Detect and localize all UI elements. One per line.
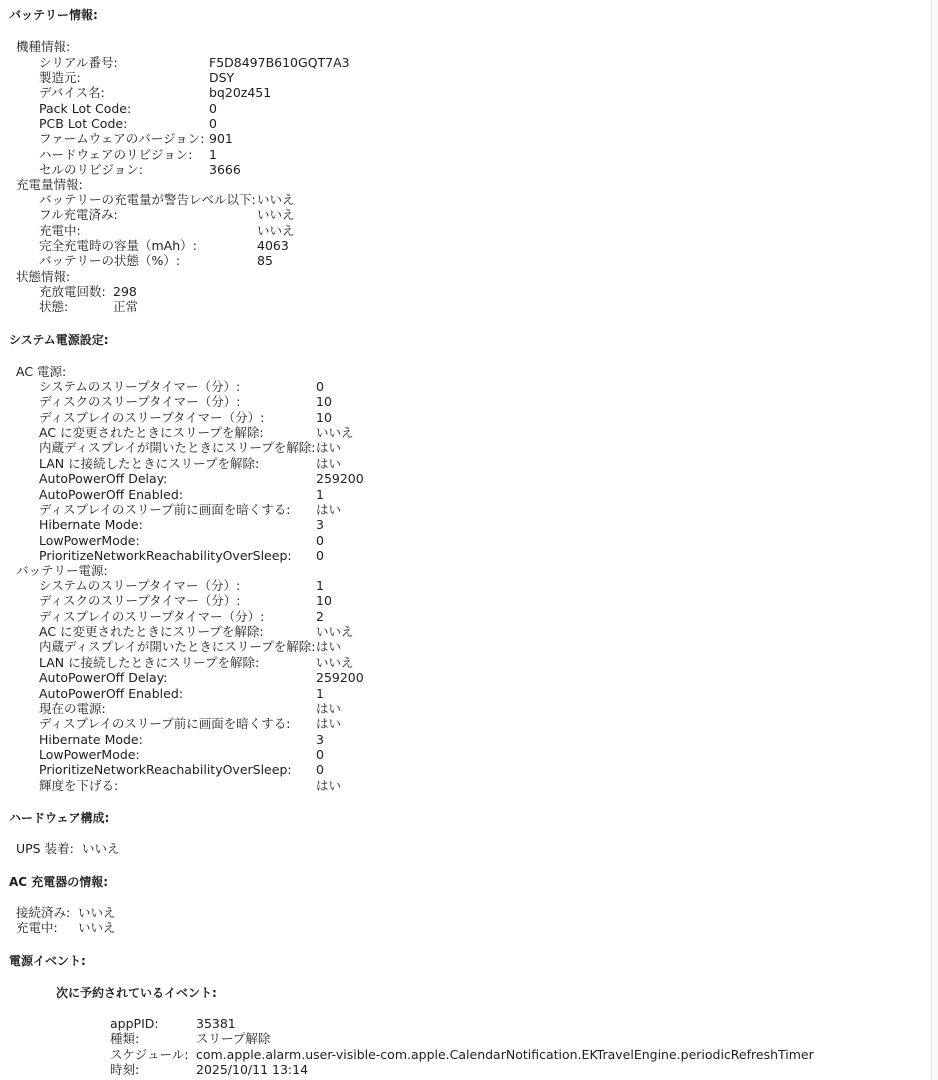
info-key: LowPowerMode:	[39, 532, 140, 548]
info-key: LowPowerMode:	[39, 746, 140, 762]
info-key: 現在の電源:	[39, 700, 106, 716]
info-value: 4063	[257, 238, 289, 254]
group-label-model: 機種情報:	[16, 39, 71, 54]
info-value: いいえ	[82, 841, 120, 856]
info-value: DSY	[209, 69, 235, 85]
info-key: ディスプレイのスリープ前に画面を暗くする:	[39, 501, 291, 517]
info-key: 内蔵ディスプレイが開いたときにスリープを解除:	[39, 440, 316, 456]
info-value: 0	[316, 532, 324, 548]
info-value: F5D8497B610GQT7A3	[209, 54, 350, 70]
info-key: 接続済み:	[16, 905, 71, 920]
info-key: ディスクのスリープタイマー（分）:	[39, 394, 241, 410]
info-key: 充電中:	[39, 222, 81, 238]
info-key: 充放電回数:	[39, 284, 106, 299]
info-key: ハードウェアのリビジョン:	[39, 146, 193, 162]
info-value: いいえ	[78, 905, 116, 920]
info-key: ディスクのスリープタイマー（分）:	[39, 593, 241, 609]
info-key: シリアル番号:	[39, 54, 118, 70]
info-key: LAN に接続したときにスリープを解除:	[39, 654, 260, 670]
info-value: はい	[316, 639, 342, 655]
info-value: いいえ	[316, 624, 354, 640]
info-value: いいえ	[78, 920, 116, 936]
sub-title-next-event: 次に予約されているイベント:	[56, 986, 217, 1000]
info-key: 時刻:	[110, 1062, 140, 1078]
info-key: AC に変更されたときにスリープを解除:	[39, 624, 264, 640]
group-label-battery-power: バッテリー電源:	[16, 563, 108, 578]
info-key: スケジュール:	[110, 1046, 189, 1062]
info-value: 10	[316, 409, 332, 425]
info-value: 298	[113, 284, 137, 299]
info-value: 1	[316, 578, 324, 593]
section-title-power-events: 電源イベント:	[9, 954, 86, 968]
info-key: Hibernate Mode:	[39, 517, 143, 533]
info-value: 1	[209, 146, 217, 162]
info-key: 輝度を下げる:	[39, 777, 119, 793]
info-value: 10	[316, 394, 332, 410]
info-value: はい	[316, 716, 342, 732]
info-key: AutoPowerOff Delay:	[39, 471, 168, 487]
info-key: PrioritizeNetworkReachabilityOverSleep:	[39, 762, 292, 778]
info-value: いいえ	[257, 207, 295, 223]
info-value: 3666	[209, 162, 241, 178]
info-key: Hibernate Mode:	[39, 731, 143, 747]
info-value: はい	[316, 440, 342, 456]
info-value: いいえ	[316, 654, 354, 670]
info-key: デバイス名:	[39, 85, 105, 101]
group-label-ac-power: AC 電源:	[16, 364, 67, 379]
info-value: 0	[316, 379, 324, 394]
group-label-charge: 充電量情報:	[16, 177, 83, 192]
info-value: はい	[316, 777, 342, 793]
info-value: 259200	[316, 471, 364, 487]
info-key: PCB Lot Code:	[39, 115, 128, 131]
info-key: 種類:	[110, 1031, 140, 1047]
info-key: 完全充電時の容量（mAh）:	[39, 238, 197, 254]
info-value: com.apple.alarm.user-visible-com.apple.CalendarNotification.EKTravelEngine.periodicRefreshTimer	[196, 1046, 814, 1062]
info-key: フル充電済み:	[39, 207, 118, 223]
info-value: 10	[316, 593, 332, 609]
info-value: 35381	[196, 1016, 236, 1031]
info-key: システムのスリープタイマー（分）:	[39, 578, 241, 593]
info-value: 259200	[316, 670, 364, 686]
info-value: 1	[316, 486, 324, 502]
info-key: AC に変更されたときにスリープを解除:	[39, 425, 264, 441]
info-value: 0	[209, 115, 217, 131]
info-value: はい	[316, 501, 342, 517]
info-value: いいえ	[257, 192, 295, 207]
info-value: はい	[316, 455, 342, 471]
info-key: システムのスリープタイマー（分）:	[39, 379, 241, 394]
section-title-hardware: ハードウェア構成:	[9, 811, 110, 825]
info-value: スリープ解除	[196, 1031, 271, 1047]
scrollbar-track[interactable]	[931, 0, 938, 1080]
info-key: LAN に接続したときにスリープを解除:	[39, 455, 260, 471]
info-value: 85	[257, 253, 273, 269]
info-key: ディスプレイのスリープ前に画面を暗くする:	[39, 716, 291, 732]
info-value: 3	[316, 731, 324, 747]
info-key: appPID:	[110, 1016, 159, 1031]
info-key: 充電中:	[16, 920, 58, 936]
info-key: AutoPowerOff Enabled:	[39, 685, 183, 701]
info-value: 1	[316, 685, 324, 701]
info-value: 2	[316, 608, 324, 624]
section-title-ac-charger: AC 充電器の情報:	[9, 875, 109, 889]
info-key: 状態:	[39, 299, 69, 315]
info-value: 0	[209, 100, 217, 116]
info-value: 901	[209, 131, 233, 147]
info-key: ディスプレイのスリープタイマー（分）:	[39, 409, 265, 425]
info-key: バッテリーの充電量が警告レベル以下:	[39, 192, 256, 207]
section-title-power-settings: システム電源設定:	[9, 333, 109, 347]
info-value: 0	[316, 746, 324, 762]
info-key: Pack Lot Code:	[39, 100, 132, 116]
info-key: ファームウェアのバージョン:	[39, 131, 205, 147]
info-key: 製造元:	[39, 69, 81, 85]
info-key: 内蔵ディスプレイが開いたときにスリープを解除:	[39, 639, 316, 655]
info-value: 2025/10/11 13:14	[196, 1062, 309, 1078]
info-value: bq20z451	[209, 85, 272, 101]
info-key: UPS 装着:	[16, 841, 74, 856]
info-key: ディスプレイのスリープタイマー（分）:	[39, 608, 265, 624]
info-value: 0	[316, 762, 324, 778]
section-title-battery: バッテリー情報:	[9, 8, 98, 22]
info-key: AutoPowerOff Enabled:	[39, 486, 183, 502]
group-label-health: 状態情報:	[16, 269, 71, 284]
info-value: いいえ	[257, 222, 295, 238]
info-key: バッテリーの状態（%）:	[39, 253, 181, 269]
info-value: いいえ	[316, 425, 354, 441]
info-key: PrioritizeNetworkReachabilityOverSleep:	[39, 547, 292, 563]
info-key: AutoPowerOff Delay:	[39, 670, 168, 686]
info-value: はい	[316, 700, 342, 716]
info-value: 正常	[113, 299, 139, 315]
info-value: 3	[316, 517, 324, 533]
info-value: 0	[316, 547, 324, 563]
info-key: セルのリビジョン:	[39, 162, 143, 178]
